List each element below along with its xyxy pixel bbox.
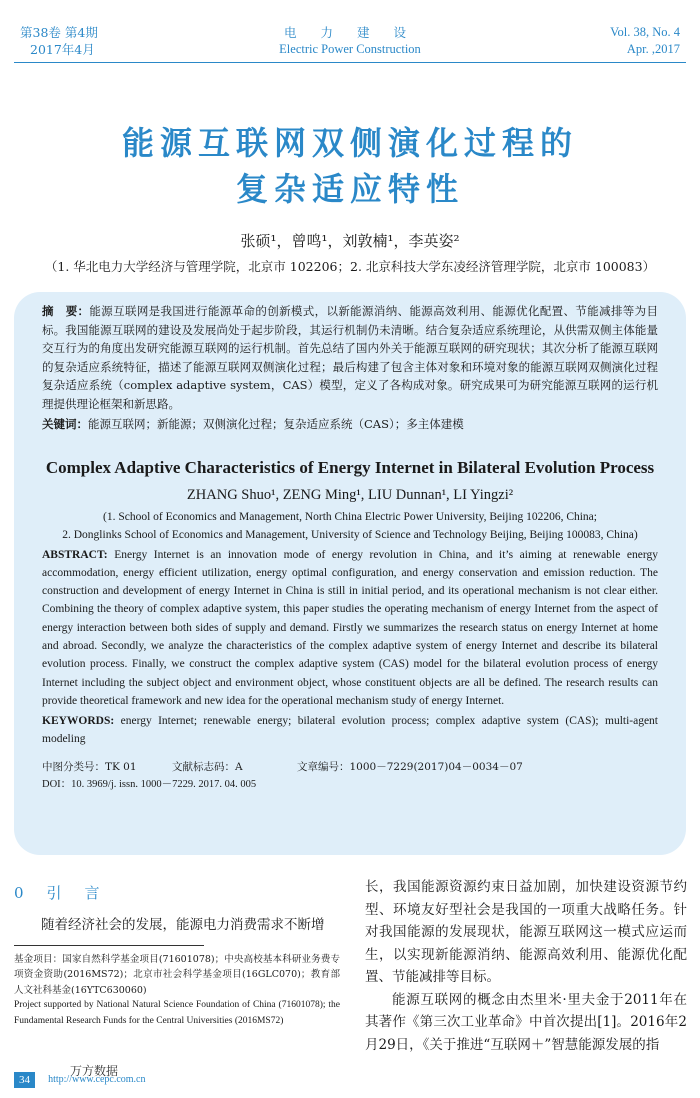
classification-info <box>42 759 658 776</box>
authors-cn: 张硕¹，曾鸣¹，刘敦楠¹，李英姿² <box>240 232 460 250</box>
clc-number: 中图分类号：TK 01 <box>42 760 137 773</box>
abstract-cn-text: 能源互联网是我国进行能源革命的创新模式，以新能源消纳、能源高效利用、能源优化配置、节能减排等为目标。我国能源互联网的建设及发展尚处于起步阶段，其运行机制仍未清晰。结合复杂适应系统理论，从供需双侧主体能量交互行为的角度出发研究能源互联网的运行机制。首先总结了国内外关于能源互联网的研究现状；其次分析了能源互联网的复杂适应系统特征，描述了能源互联网双侧演化过程；最后构建了包含主体对象和环境对象的能源互联网双侧演化过程复杂适应系统（complex adaptive system，CAS）模型，定义了各构成对象。研究成果可为研究能源互联网的运行机理提供理论框架和新思路。 <box>42 304 659 411</box>
abstract-panel <box>14 292 686 855</box>
funding-note-cn: 基金项目：国家自然科学基金项目(71601078)；中央高校基本科研业务费专项资金资助(2016MS72)；北京市社会科学基金项目(16GLC070)；教育部人文社科基金(16YTC630060) <box>14 953 340 996</box>
journal-name-cn: 电 力 建 设 <box>284 25 416 40</box>
journal-name <box>0 24 700 58</box>
intro-paragraph-2: 能源互联网的概念由杰里米·里夫金于2011年在其著作《第三次工业革命》中首次提出[1]。2016年2月29日，《关于推进“互联网＋”智慧能源发展的指 <box>365 991 687 1053</box>
affiliation-en-line1: (1. School of Economics and Management, North China Electric Power University, Beijing 102206, China; <box>103 510 597 523</box>
keywords-cn-label: 关键词： <box>42 417 88 431</box>
left-column <box>14 882 340 1029</box>
affiliation-en <box>28 508 672 544</box>
authors-en: ZHANG Shuo¹, ZENG Ming¹, LIU Dunnan¹, LI Yingzi² <box>186 486 514 503</box>
section-heading-introduction: 0 引 言 <box>14 884 104 902</box>
journal-header <box>0 0 700 62</box>
paper-title-cn <box>0 120 700 212</box>
keywords-en-text: energy Internet; renewable energy; bilateral evolution process; complex adaptive system (CAS); multi-agent modeling <box>42 715 659 746</box>
header-rule <box>14 62 686 63</box>
doi: DOI：10. 3969/j. issn. 1000－7229. 2017. 04. 005 <box>42 778 257 790</box>
funding-note-en: Project supported by National Natural Science Foundation of China (71601078); the Fundamental Research Funds for the Central Universities (2016MS72) <box>14 1000 340 1026</box>
document-code: 文献标志码：A <box>172 760 243 773</box>
abstract-cn <box>42 302 658 413</box>
abstract-en-text: Energy Internet is an innovation mode of energy revolution in China, and it’s aiming at renewable energy accommodation, energy efficient utilization, energy optimal configuration, and energy conservation and emission reduction. The construction and development of energy Internet in China is still in initial period, and its operational mechanism is not clear either. Combining the theory of complex adaptive system, this paper studies the operating mechanism of energy Internet from the aspect of energy interaction between both sides of supply and demand. Firstly we summarizes the research status on energy Internet at home and abroad. Secondly, we analyze the characteristics of the complex adaptive system of energy Internet and describe its bilateral evolution process. Finally, we construct the complex adaptive system (CAS) model for the bilateral evolution process of energy Internet including the subject object and environment object, whose constituent objects are all be defined. The research results can provide theoretical framework and new idea for the operational mechanism study of energy Internet. <box>42 548 658 707</box>
abstract-cn-label: 摘 要： <box>42 304 90 318</box>
volume-issue-en: Vol. 38, No. 4 <box>610 25 680 39</box>
issue-info-en <box>610 24 680 58</box>
keywords-en <box>42 712 658 749</box>
abstract-content <box>42 302 658 793</box>
paper-title-en: Complex Adaptive Characteristics of Energy Internet in Bilateral Evolution Process <box>45 457 655 477</box>
title-cn-line2: 复杂适应特性 <box>235 170 464 208</box>
article-number: 文章编号：1000－7229(2017)04－0034－07 <box>297 760 523 773</box>
footnote-rule <box>14 945 204 946</box>
wanfang-watermark: 万方数据 <box>70 1064 119 1078</box>
intro-paragraph-continued: 长，我国能源资源约束日益加剧，加快建设资源节约型、环境友好型社会是我国的一项重大战略任务。针对我国能源的发展现状，能源互联网这一模式应运而生，以实现新能源消纳、能源高效利用、能源优化配置、节能减排等目标。 <box>365 879 687 985</box>
keywords-cn <box>42 415 658 434</box>
date-en: Apr. ,2017 <box>626 42 680 56</box>
keywords-en-label: KEYWORDS: <box>42 715 115 728</box>
volume-issue-cn: 第38卷 第4期 <box>20 25 98 40</box>
keywords-cn-text: 能源互联网；新能源；双侧演化过程；复杂适应系统（CAS）；多主体建模 <box>88 417 464 431</box>
affiliation-cn: （1. 华北电力大学经济与管理学院，北京市 102206；2. 北京科技大学东凌经济管理学院，北京市 100083） <box>44 259 656 274</box>
right-column <box>365 876 687 1056</box>
abstract-en <box>42 546 658 711</box>
journal-url[interactable]: http://www.cepc.com.cn <box>48 1074 146 1085</box>
journal-name-en: Electric Power Construction <box>279 42 421 56</box>
intro-paragraph-start: 随着经济社会的发展，能源电力消费需求不断增 <box>41 917 325 933</box>
page-number: 34 <box>14 1072 35 1088</box>
date-cn: 2017年4月 <box>30 42 95 57</box>
title-cn-line1: 能源互联网双侧演化过程的 <box>121 124 578 162</box>
affiliation-en-line2: 2. Donglinks School of Economics and Management, University of Science and Technology Beijing, Beijing 100083, China) <box>62 528 638 541</box>
abstract-en-label: ABSTRACT: <box>42 548 108 561</box>
